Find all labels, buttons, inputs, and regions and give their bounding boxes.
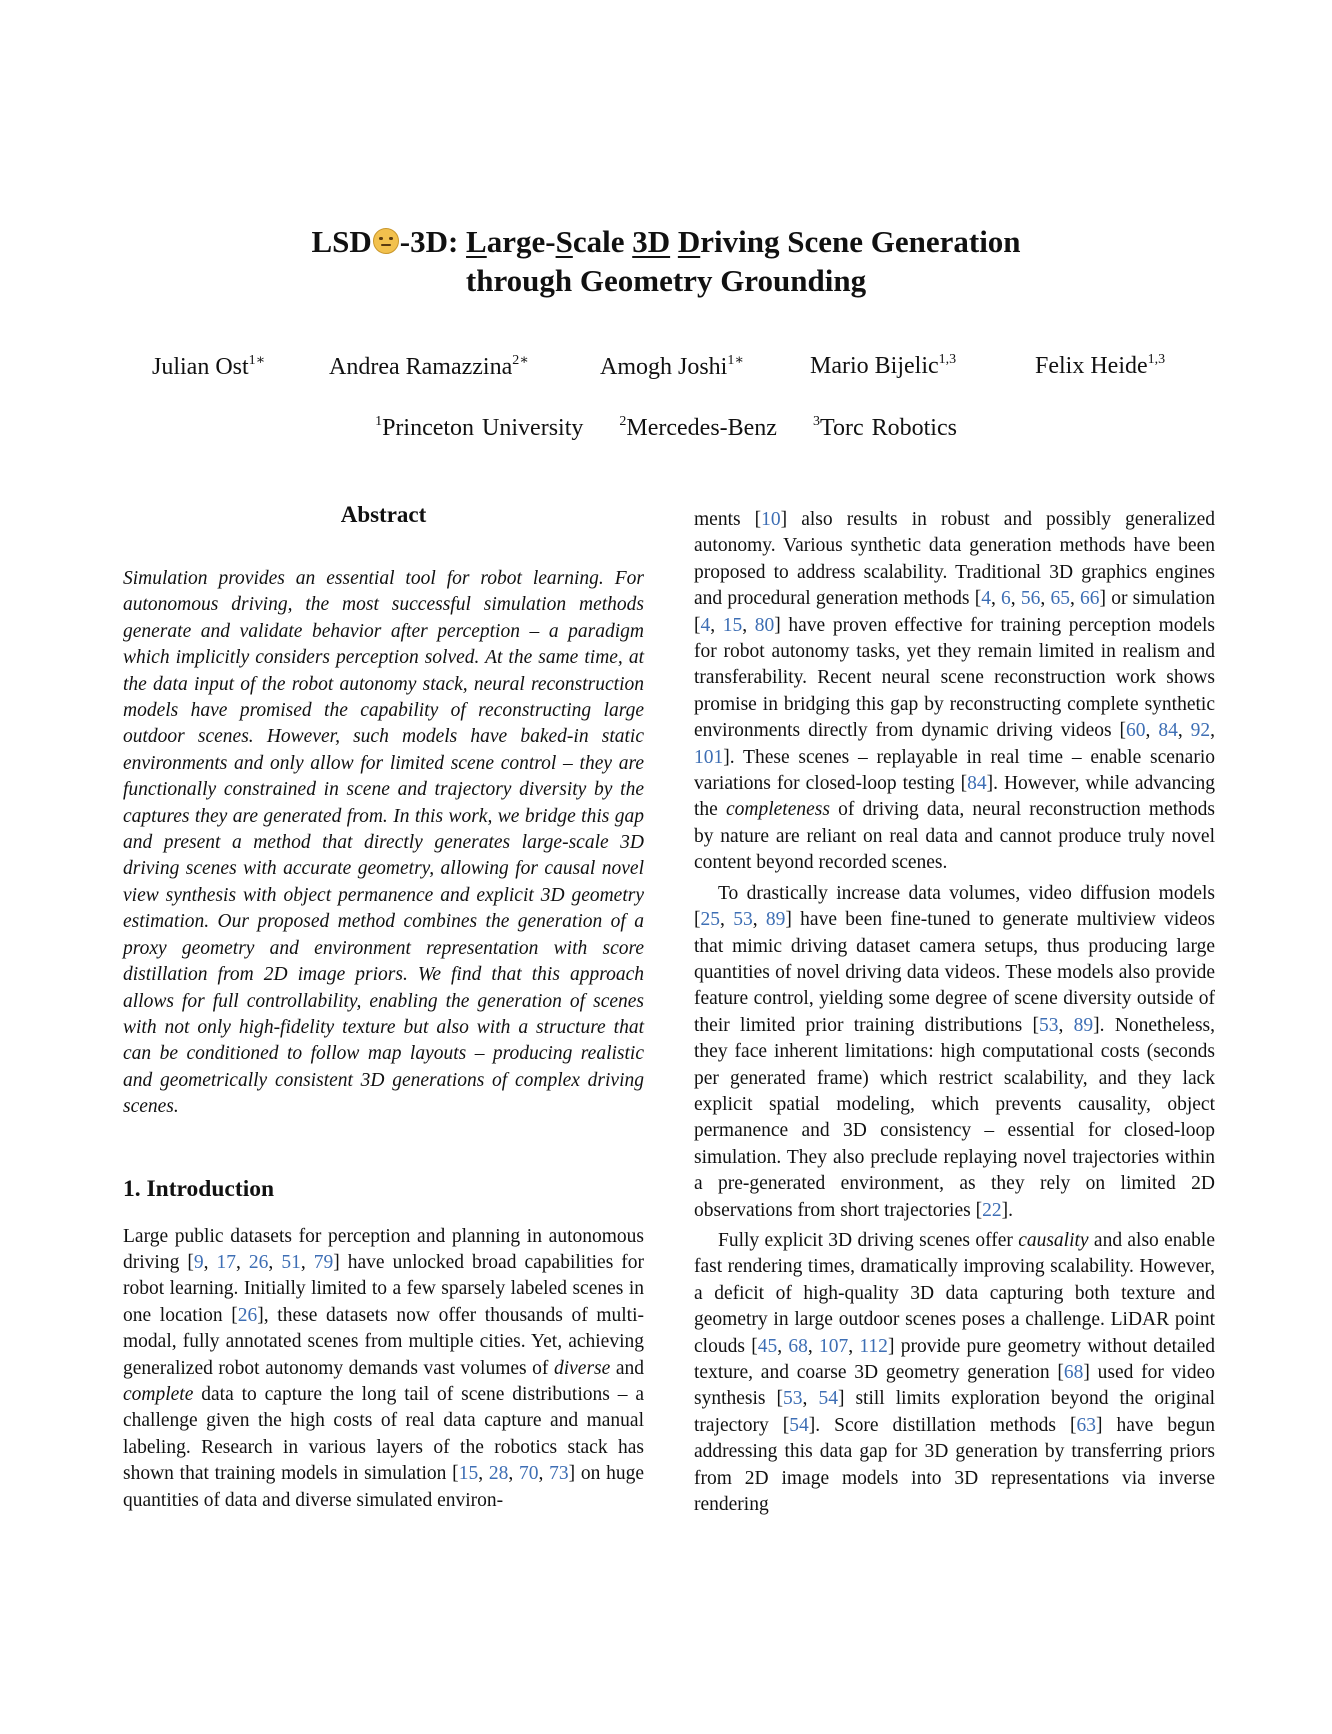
citation-link[interactable]: 70 (518, 1463, 539, 1485)
affiliation: $^3$Torc Robotics (812, 414, 957, 441)
citation-link[interactable]: 84 (1158, 720, 1178, 742)
citation-link[interactable]: 84 (967, 773, 987, 795)
citation-link[interactable]: 26 (237, 1304, 258, 1326)
title-line-2: through Geometry Grounding (465, 263, 867, 298)
citation-link[interactable]: 80 (754, 614, 775, 636)
citation-link[interactable]: 101 (694, 746, 724, 768)
citation-link[interactable]: 112 (859, 1335, 888, 1357)
citation-link[interactable]: 66 (1080, 588, 1100, 610)
citation-link[interactable]: 15 (458, 1463, 479, 1485)
citation-link[interactable]: 4 (981, 588, 991, 610)
citation-link[interactable]: 15 (722, 614, 743, 636)
citation-link[interactable]: 89 (1073, 1014, 1094, 1036)
woozy-face-icon (373, 228, 399, 254)
affiliation: $^2$Mercedes-Benz (619, 414, 777, 441)
section-heading-introduction: 1. Introduction (123, 1175, 275, 1202)
author: Felix Heide$^{1,3}$ (1035, 352, 1166, 379)
citation-link[interactable]: 28 (488, 1463, 509, 1485)
emphasis-text: completeness (725, 799, 830, 821)
emphasis-text: diverse (553, 1357, 611, 1379)
right-column (694, 507, 1215, 1518)
citation-link[interactable]: 10 (761, 509, 781, 530)
emphasis-text: causality (1018, 1229, 1089, 1251)
body-paragraph: ments [10] also results in robust and possibly generalized autonomy. Various synthetic data generation methods have been proposed to address scalability. Traditional 3D graphics engines and procedural generation methods [4, 6, 56, 65, 66] or simulation [4, 15, 80] have proven effective for training perception models for robot autonomy tasks, yet they remain limited in realism and transferability. Recent neural scene reconstruction work shows promise in bridging this gap by reconstructing complete synthetic environments directly from dynamic driving videos [60, 84, 92, 101]. These scenes – replayable in real time – enable scenario variations for closed-loop testing [84]. However, while advancing the completeness of driving data, neural reconstruction methods by nature are reliant on real data and cannot produce truly novel content beyond recorded scenes. (694, 509, 1216, 874)
citation-link[interactable]: 53 (1038, 1014, 1059, 1036)
author-list (0, 352, 1332, 386)
citation-link[interactable]: 79 (313, 1251, 334, 1273)
emphasis-text: complete (123, 1383, 194, 1405)
citation-link[interactable]: 53 (783, 1388, 803, 1410)
citation-link[interactable]: 56 (1020, 588, 1041, 610)
author: Amogh Joshi$^{1∗}$ (600, 353, 744, 380)
author: Mario Bijelic$^{1,3}$ (810, 352, 957, 379)
citation-link[interactable]: 26 (248, 1251, 269, 1273)
paper-title (0, 222, 1332, 300)
citation-link[interactable]: 60 (1126, 720, 1146, 742)
citation-link[interactable]: 9 (193, 1251, 204, 1273)
citation-link[interactable]: 53 (733, 909, 753, 931)
citation-link[interactable]: 4 (700, 614, 711, 636)
citation-link[interactable]: 63 (1076, 1414, 1097, 1436)
left-column (123, 566, 644, 1514)
citation-link[interactable]: 107 (819, 1335, 849, 1357)
citation-link[interactable]: 25 (700, 909, 720, 931)
citation-link[interactable]: 54 (818, 1388, 838, 1410)
citation-link[interactable]: 65 (1050, 588, 1070, 610)
citation-link[interactable]: 54 (789, 1414, 809, 1436)
citation-link[interactable]: 68 (1063, 1362, 1084, 1383)
citation-link[interactable]: 73 (549, 1463, 569, 1485)
affiliation: $^1$Princeton University (375, 414, 584, 441)
author: Julian Ost$^{1∗}$ (152, 353, 266, 380)
abstract-heading: Abstract (340, 502, 427, 527)
abstract-text: Simulation provides an essential tool for robot learning. For autonomous driving, the most successful simulation methods generate and validate behavior after perception – a paradigm which implicitly considers perception solved. At the same time, at the data input of the robot autonomy stack, neural reconstruction models have promised the capability of reconstructing large outdoor scenes. However, such models have baked-in static environments and only allow for limited scene control – they are functionally constrained in scene and trajectory diversity by the captures they are generated from. In this work, we bridge this gap and present a method that directly generates large-scale 3D driving scenes with accurate geometry, allowing for causal novel view synthesis with object permanence and explicit 3D geometry estimation. Our proposed method combines the generation of a proxy geometry and environment representation with score distillation from 2D image priors. We find that this approach allows for full controllability, enabling the generation of scenes with not only high-fidelity texture but also with a structure that can be conditioned to follow map layouts – producing realistic and geometrically consistent 3D generations of complex driving scenes. (123, 568, 644, 1118)
citation-link[interactable]: 51 (281, 1251, 301, 1273)
intro-paragraph: Large public datasets for perception and planning in autonomous driving [9, 17, 26, 51, 79] have unlocked broad capabilities for robot learning. Initially limited to a few sparsely labeled scenes in one location [26], these datasets now offer thousands of multi-modal, fully annotated scenes from multiple cities. Yet, achieving generalized robot autonomy demands vast volumes of diverse and complete data to capture the long tail of scene distributions – a challenge given the high costs of real data capture and manual labeling. Research in various layers of the robotics stack has shown that training models in simulation [15, 28, 70, 73] on huge quantities of data and diverse simulated environ- (123, 1225, 645, 1511)
citation-link[interactable]: 17 (216, 1251, 236, 1273)
citation-link[interactable]: 89 (765, 909, 786, 931)
citation-link[interactable]: 92 (1190, 720, 1211, 742)
citation-link[interactable]: 68 (788, 1335, 808, 1357)
body-paragraph: To drastically increase data volumes, video diffusion models [25, 53, 89] have been fine-tuned to generate multiview videos that mimic driving dataset camera setups, thus producing large quantities of novel driving data videos. These models also provide feature control, yielding some degree of scene diversity outside of their limited prior training distributions [53, 89]. Nonetheless, they face inherent limitations: high computational costs (seconds per generated frame) which restrict scalability, and they lack explicit spatial modeling, which prevents causality, object permanence and 3D consistency – essential for closed-loop simulation. They also preclude replaying novel trajectories within a pre-generated environment, as they rely on limited 2D observations from short trajectories [22]. (694, 882, 1215, 1221)
citation-link[interactable]: 6 (1001, 588, 1011, 610)
body-paragraph: Fully explicit 3D driving scenes offer causality and also enable fast rendering times, dramatically improving scalability. However, a deficit of high-quality 3D data capturing both texture and geometry in large outdoor scenes poses a challenge. LiDAR point clouds [45, 68, 107, 112] provide pure geometry without detailed texture, and coarse 3D geometry generation [68] used for video synthesis [53, 54] still limits exploration beyond the original trajectory [54]. Score distillation methods [63] have begun addressing this data gap for 3D generation by transferring priors from 2D image models into 3D representations via inverse rendering (694, 1229, 1216, 1516)
citation-link[interactable]: 22 (982, 1199, 1002, 1221)
author: Andrea Ramazzina$^{2∗}$ (329, 353, 529, 380)
title-line-1: LSD -3D: Large-Scale 3D Driving Scene Generation (311, 224, 1021, 259)
citation-link[interactable]: 45 (757, 1335, 778, 1357)
affiliations (0, 414, 1332, 442)
